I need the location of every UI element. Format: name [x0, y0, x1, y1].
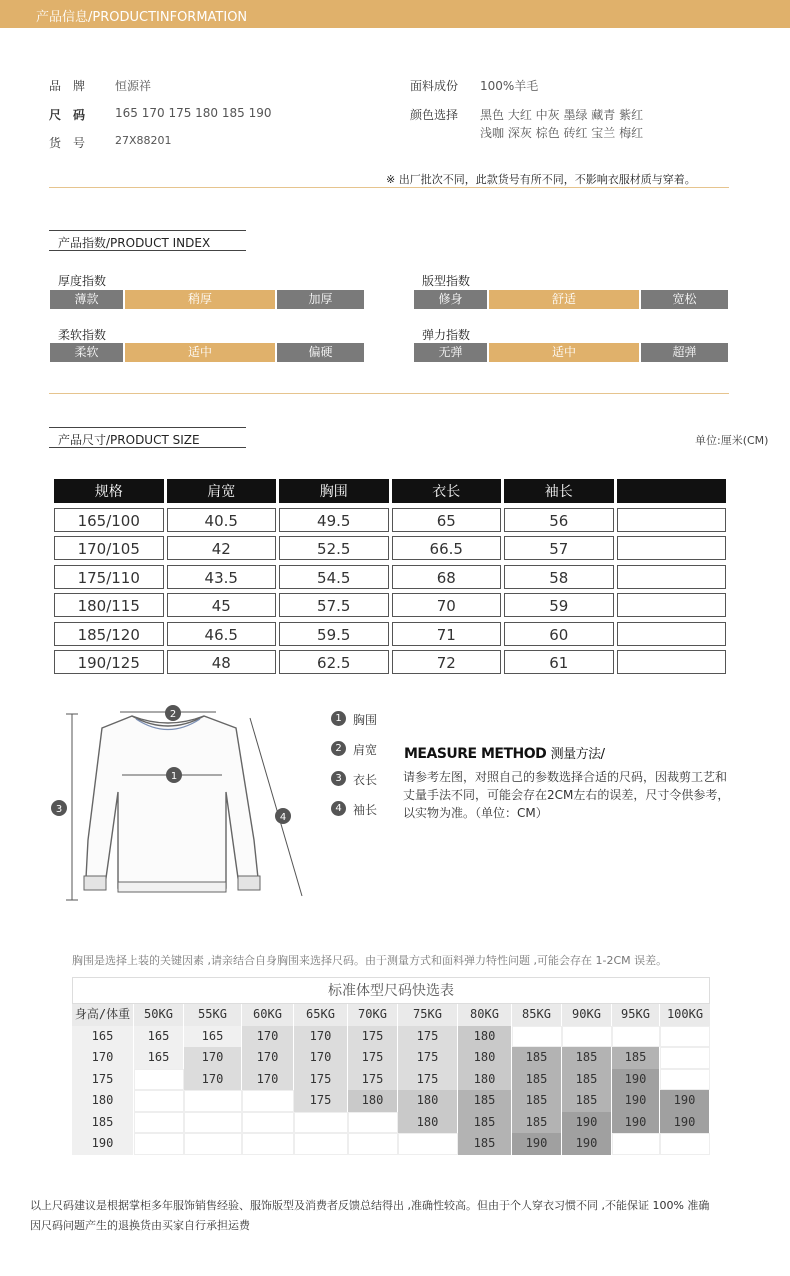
- divider: [49, 187, 729, 188]
- legend-num-icon: 3: [331, 771, 346, 786]
- size-cell: 49.5: [279, 508, 389, 532]
- size-header-cell: 胸围: [279, 479, 389, 503]
- quick-header-cell: 80KG: [458, 1004, 512, 1026]
- quick-size-cell: 170: [242, 1069, 294, 1091]
- legend-shoulder: 肩宽: [353, 743, 378, 757]
- quick-header-cell: 100KG: [660, 1004, 710, 1026]
- svg-text:3: 3: [55, 804, 63, 815]
- quick-size-cell: [660, 1047, 710, 1069]
- quick-size-cell: 170: [294, 1026, 348, 1048]
- size-cell: 45: [167, 593, 277, 617]
- legend-sleeve: 袖长: [353, 803, 378, 817]
- quick-size-cell: [242, 1133, 294, 1155]
- fit-seg-loose: 宽松: [641, 290, 728, 309]
- svg-text:2: 2: [169, 709, 177, 720]
- size-cell: 43.5: [167, 565, 277, 589]
- unit-label: 单位:厘米(CM): [695, 434, 769, 447]
- divider-2: [49, 393, 729, 394]
- size-cell: 42: [167, 536, 277, 560]
- index-section-title: 产品指数/PRODUCT INDEX: [58, 236, 211, 250]
- quick-size-cell: 185: [458, 1090, 512, 1112]
- quick-size-cell: [242, 1090, 294, 1112]
- quick-size-cell: 190: [612, 1090, 660, 1112]
- quick-header-cell: 85KG: [512, 1004, 562, 1026]
- quick-size-cell: 185: [458, 1133, 512, 1155]
- size-cell: [617, 508, 727, 532]
- size-header-cell: 规格: [54, 479, 164, 503]
- elasticity-seg-medium: 适中: [489, 343, 639, 362]
- fit-bar: [414, 290, 728, 309]
- quick-header-cell: 65KG: [294, 1004, 348, 1026]
- quick-size-cell: 185: [512, 1090, 562, 1112]
- quick-size-cell: 165: [134, 1026, 184, 1048]
- quick-size-cell: [348, 1112, 398, 1134]
- quick-size-cell: 185: [458, 1112, 512, 1134]
- brand-label: 品牌: [49, 79, 98, 93]
- size-label: 尺码: [49, 108, 98, 122]
- size-table-row: [54, 622, 727, 646]
- size-section-title: 产品尺寸/PRODUCT SIZE: [58, 433, 200, 447]
- measure-method-title-cn: 测量方法/: [550, 747, 605, 762]
- softness-bar: [50, 343, 364, 362]
- size-cell: 66.5: [392, 536, 502, 560]
- quick-height-cell: 165: [72, 1026, 134, 1048]
- thickness-seg-thin: 薄款: [50, 290, 123, 309]
- size-table-header: [54, 479, 727, 503]
- size-table: [54, 479, 727, 679]
- elasticity-bar: [414, 343, 728, 362]
- legend-num-icon: 2: [331, 741, 346, 756]
- size-table-row: [54, 593, 727, 617]
- quick-size-cell: 190: [612, 1069, 660, 1091]
- svg-text:4: 4: [279, 812, 287, 823]
- quick-size-cell: [184, 1090, 242, 1112]
- quick-height-cell: 190: [72, 1133, 134, 1155]
- sku-value: 27X88201: [115, 134, 172, 147]
- size-cell: 170/105: [54, 536, 164, 560]
- size-cell: [617, 622, 727, 646]
- size-cell: 185/120: [54, 622, 164, 646]
- size-cell: 72: [392, 650, 502, 674]
- size-cell: 70: [392, 593, 502, 617]
- quick-size-title: 标准体型尺码快选表: [72, 977, 710, 1004]
- quick-header-row: [72, 1004, 710, 1026]
- quick-size-cell: [134, 1069, 184, 1091]
- quick-size-cell: 175: [398, 1026, 458, 1048]
- color-label: 颜色选择: [410, 108, 459, 122]
- fit-seg-slim: 修身: [414, 290, 487, 309]
- quick-size-cell: 180: [458, 1026, 512, 1048]
- footer-line-2: 因尺码问题产生的退换货由买家自行承担运费: [30, 1219, 250, 1232]
- size-cell: 65: [392, 508, 502, 532]
- thickness-label: 厚度指数: [58, 274, 107, 288]
- size-table-row: [54, 508, 727, 532]
- quick-header-cell: 60KG: [242, 1004, 294, 1026]
- quick-size-cell: 175: [398, 1069, 458, 1091]
- fabric-label: 面料成份: [410, 79, 459, 93]
- quick-size-cell: [612, 1026, 660, 1048]
- quick-size-cell: [660, 1133, 710, 1155]
- quick-size-cell: 180: [348, 1090, 398, 1112]
- quick-size-cell: 175: [294, 1090, 348, 1112]
- quick-size-cell: 180: [458, 1069, 512, 1091]
- quick-size-cell: 165: [134, 1047, 184, 1069]
- size-cell: 52.5: [279, 536, 389, 560]
- elasticity-label: 弹力指数: [422, 328, 471, 342]
- batch-note: ※ 出厂批次不同，此款货号有所不同，不影响衣服材质与穿着。: [386, 173, 696, 186]
- quick-size-cell: 185: [562, 1069, 612, 1091]
- quick-size-cell: [398, 1133, 458, 1155]
- quick-size-cell: 190: [562, 1133, 612, 1155]
- quick-size-cell: 175: [294, 1069, 348, 1091]
- chest-note: 胸围是选择上装的关键因素 ,请亲结合自身胸围来选择尺码。由于测量方式和面料弹力特性问题 ,可能会存在 1-2CM 误差。: [72, 954, 668, 967]
- sweater-measure-diagram: [40, 700, 310, 915]
- size-value: 165 170 175 180 185 190: [115, 106, 272, 120]
- quick-size-cell: 175: [348, 1047, 398, 1069]
- quick-size-cell: 190: [512, 1133, 562, 1155]
- quick-height-cell: 170: [72, 1047, 134, 1069]
- svg-text:1: 1: [170, 771, 178, 782]
- size-table-row: [54, 536, 727, 560]
- size-header-cell: 衣长: [392, 479, 502, 503]
- measure-method-title: [404, 743, 605, 762]
- quick-header-cell: 95KG: [612, 1004, 660, 1026]
- size-cell: 71: [392, 622, 502, 646]
- quick-size-cell: 185: [512, 1047, 562, 1069]
- size-cell: 56: [504, 508, 614, 532]
- quick-size-cell: [134, 1090, 184, 1112]
- elasticity-seg-none: 无弹: [414, 343, 487, 362]
- size-cell: 68: [392, 565, 502, 589]
- quick-size-cell: 190: [562, 1112, 612, 1134]
- quick-size-cell: [348, 1133, 398, 1155]
- quick-size-cell: 180: [398, 1090, 458, 1112]
- measure-method-line-2: 丈量手法不同，可能会存在2CM左右的误差，尺寸令供参考，: [403, 788, 730, 802]
- quick-size-cell: 170: [242, 1047, 294, 1069]
- section-header-product-info: [0, 0, 790, 28]
- quick-header-cell: 身高/体重: [72, 1004, 134, 1026]
- quick-size-cell: [660, 1026, 710, 1048]
- size-cell: 59: [504, 593, 614, 617]
- quick-size-cell: [294, 1112, 348, 1134]
- fabric-value: 100%羊毛: [480, 79, 539, 93]
- size-cell: [617, 565, 727, 589]
- size-header-cell: 袖长: [504, 479, 614, 503]
- size-cell: 54.5: [279, 565, 389, 589]
- softness-seg-hard: 偏硬: [277, 343, 364, 362]
- quick-height-cell: 185: [72, 1112, 134, 1134]
- quick-size-cell: 180: [458, 1047, 512, 1069]
- thickness-seg-thick: 加厚: [277, 290, 364, 309]
- size-cell: 48: [167, 650, 277, 674]
- quick-table-row: [72, 1133, 710, 1155]
- size-cell: 46.5: [167, 622, 277, 646]
- colors-line-1: 黑色 大红 中灰 墨绿 藏青 紫红: [480, 108, 644, 122]
- quick-size-cell: 170: [294, 1047, 348, 1069]
- legend-num-icon: 1: [331, 711, 346, 726]
- quick-size-cell: 185: [612, 1047, 660, 1069]
- quick-size-cell: 180: [398, 1112, 458, 1134]
- size-cell: 165/100: [54, 508, 164, 532]
- quick-size-cell: 175: [398, 1047, 458, 1069]
- quick-header-cell: 70KG: [348, 1004, 398, 1026]
- quick-size-table: [72, 977, 710, 1155]
- quick-size-cell: [134, 1133, 184, 1155]
- quick-size-cell: [294, 1133, 348, 1155]
- size-cell: 59.5: [279, 622, 389, 646]
- elasticity-seg-high: 超弹: [641, 343, 728, 362]
- size-cell: 58: [504, 565, 614, 589]
- measure-method-line-3: 以实物为准。（单位：CM）: [403, 806, 548, 820]
- size-cell: [617, 593, 727, 617]
- fit-seg-regular: 舒适: [489, 290, 639, 309]
- quick-table-row: [72, 1047, 710, 1069]
- size-cell: 40.5: [167, 508, 277, 532]
- quick-size-cell: 170: [184, 1069, 242, 1091]
- fit-label: 版型指数: [422, 274, 471, 288]
- quick-header-cell: 75KG: [398, 1004, 458, 1026]
- size-header-cell: [617, 479, 727, 503]
- quick-size-cell: 175: [348, 1026, 398, 1048]
- quick-size-cell: 185: [512, 1112, 562, 1134]
- size-cell: 57: [504, 536, 614, 560]
- size-cell: 61: [504, 650, 614, 674]
- quick-height-cell: 180: [72, 1090, 134, 1112]
- legend-num-icon: 4: [331, 801, 346, 816]
- size-cell: 190/125: [54, 650, 164, 674]
- footer-line-1: 以上尺码建议是根据掌柜多年服饰销售经验、服饰版型及消费者反馈总结得出 ,准确性较高。但由于个人穿衣习惯不同 ,不能保证 100% 准确: [30, 1199, 710, 1212]
- quick-table-row: [72, 1069, 710, 1091]
- quick-size-cell: 190: [660, 1112, 710, 1134]
- thickness-bar: [50, 290, 364, 309]
- quick-height-cell: 175: [72, 1069, 134, 1091]
- quick-size-cell: [660, 1069, 710, 1091]
- brand-value: 恒源祥: [115, 79, 152, 93]
- measure-method-line-1: 请参考左图，对照自己的参数选择合适的尺码，因裁剪工艺和: [403, 770, 728, 784]
- quick-size-cell: [134, 1112, 184, 1134]
- quick-table-body: [72, 1026, 710, 1155]
- softness-seg-medium: 适中: [125, 343, 275, 362]
- size-title-line-top: [49, 427, 246, 428]
- quick-size-cell: 190: [612, 1112, 660, 1134]
- quick-size-cell: 185: [562, 1090, 612, 1112]
- size-cell: 57.5: [279, 593, 389, 617]
- quick-size-cell: [184, 1133, 242, 1155]
- quick-size-cell: 165: [184, 1026, 242, 1048]
- measure-method-title-en: MEASURE METHOD: [404, 746, 547, 762]
- softness-label: 柔软指数: [58, 328, 107, 342]
- quick-size-cell: [242, 1112, 294, 1134]
- section-header-title: 产品信息/PRODUCTINFORMATION: [36, 10, 248, 25]
- quick-table-row: [72, 1112, 710, 1134]
- quick-size-cell: 190: [660, 1090, 710, 1112]
- size-table-row: [54, 565, 727, 589]
- size-cell: 62.5: [279, 650, 389, 674]
- softness-seg-soft: 柔软: [50, 343, 123, 362]
- colors-line-2: 浅咖 深灰 棕色 砖红 宝兰 梅红: [480, 126, 644, 140]
- quick-size-cell: 185: [562, 1047, 612, 1069]
- quick-header-cell: 55KG: [184, 1004, 242, 1026]
- quick-size-cell: [562, 1026, 612, 1048]
- quick-size-cell: [184, 1112, 242, 1134]
- size-table-row: [54, 650, 727, 674]
- thickness-seg-medium: 稍厚: [125, 290, 275, 309]
- quick-header-cell: 90KG: [562, 1004, 612, 1026]
- quick-header-cell: 50KG: [134, 1004, 184, 1026]
- legend-chest: 胸围: [353, 713, 378, 727]
- quick-size-cell: [612, 1133, 660, 1155]
- legend-length: 衣长: [353, 773, 378, 787]
- sku-label: 货号: [49, 136, 98, 150]
- quick-size-cell: 185: [512, 1069, 562, 1091]
- quick-size-cell: 175: [348, 1069, 398, 1091]
- size-title-line-bottom: [49, 447, 246, 448]
- quick-size-cell: 170: [184, 1047, 242, 1069]
- size-cell: [617, 536, 727, 560]
- size-header-cell: 肩宽: [167, 479, 277, 503]
- size-cell: [617, 650, 727, 674]
- quick-table-row: [72, 1090, 710, 1112]
- size-cell: 60: [504, 622, 614, 646]
- index-title-line-top: [49, 230, 246, 231]
- size-cell: 175/110: [54, 565, 164, 589]
- quick-size-cell: [512, 1026, 562, 1048]
- quick-size-cell: 170: [242, 1026, 294, 1048]
- quick-table-row: [72, 1026, 710, 1048]
- size-cell: 180/115: [54, 593, 164, 617]
- index-title-line-bottom: [49, 250, 246, 251]
